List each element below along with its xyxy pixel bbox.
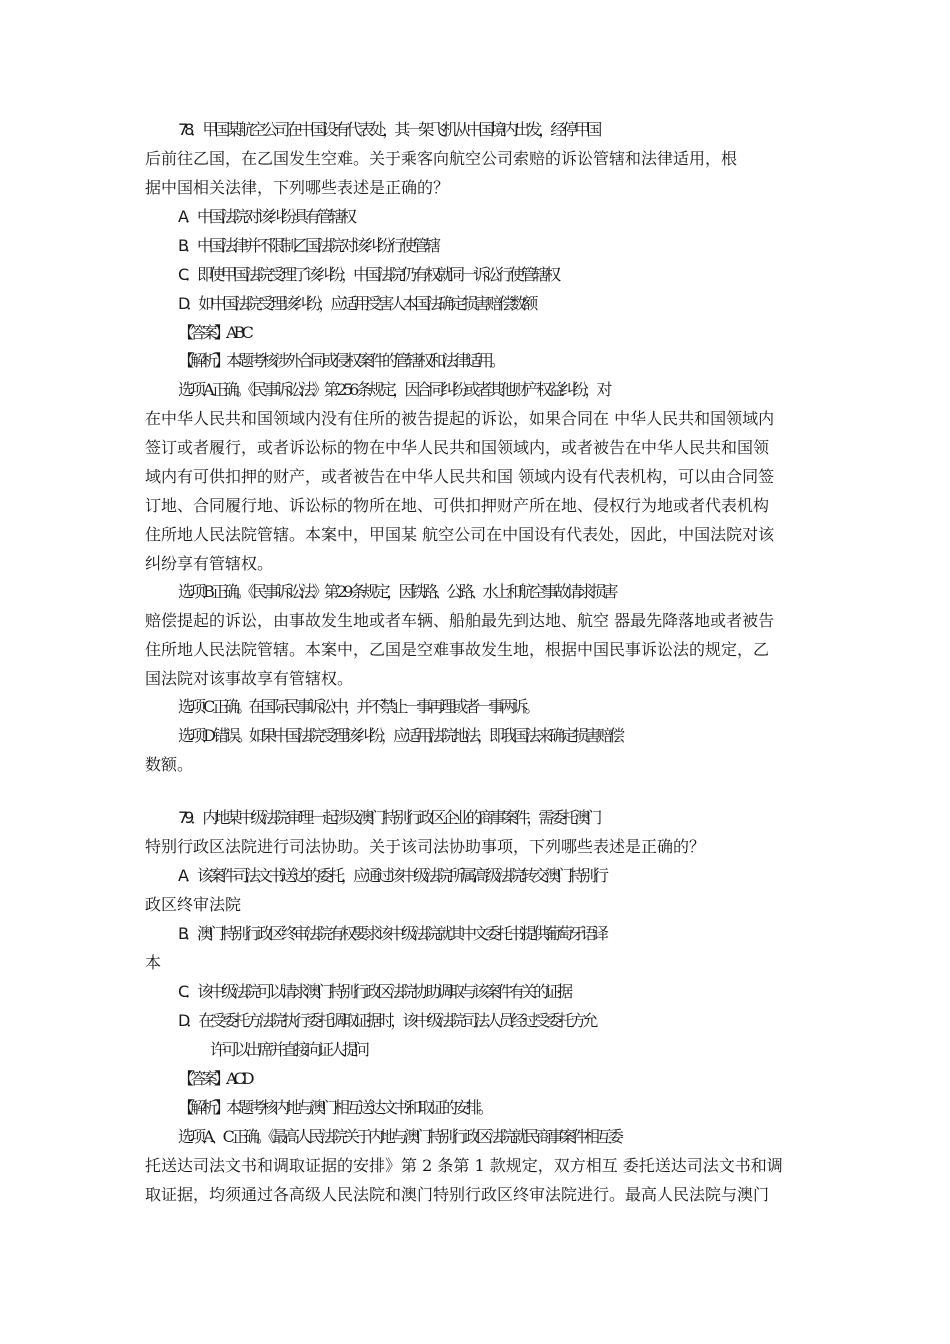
q78-analysis: 【解析】本题考核涉外合同或侵权案件的管辖权和法律适用。 [178, 351, 503, 370]
q79-stem-line-1: 79．内地某中级法院审理一起涉及澳门特别行政区企业的商事案件，需委托澳门 [178, 808, 599, 827]
q79-answer: 【答案】ACD [178, 1069, 251, 1088]
q79-option-d-line-1: D．在受委托方法院执行委托调取证据时，该中级法院司法人员经过受委托方允 [178, 1011, 595, 1030]
q78-stem-line-3: 据中国相关法律，下列哪些表述是正确的？ [145, 178, 450, 197]
q78-stem-line-2: 后前往乙国，在乙国发生空难。关于乘客向航空公司索赔的诉讼管辖和法律适用，根 [145, 149, 738, 168]
q78-para-a-line-5: 订地、合同履行地、诉讼标的物所在地、可供扣押财产所在地、侵权行为地或者代表机构 [145, 496, 770, 515]
q79-option-a-line-2: 政区终审法院 [145, 895, 242, 914]
q79-option-d-line-2: 许可以出席并直接向证人提问 [210, 1040, 367, 1059]
q79-option-b-line-2: 本 [145, 953, 162, 972]
q78-option-c: C．即使甲国法院受理了该纠纷，中国法院仍有权就同一诉讼行使管辖权 [178, 265, 558, 284]
q78-para-a-line-4: 域内有可供扣押的财产，或者被告在中华人民共和国 领域内设有代表机构，可以由合同签 [145, 467, 775, 486]
q78-para-a-line-1: 选项 A 正确。《民事诉讼法》第 256 条规定，因合同纠纷或者其他财产权益纠纷，对 [178, 380, 609, 399]
q79-para-ac-line-2: 托送达司法文书和调取证据的安排》第 2 条第 1 款规定，双方相互 委托送达司法文书和调 [145, 1156, 783, 1175]
q78-stem-line-1: 78．甲国某航空公司在中国设有代表处，其一架飞机从中国境内出发，经停甲国 [178, 120, 599, 139]
q78-para-b-line-2: 赔偿提起的诉讼，由事故发生地或者车辆、船舶最先到达地、航空 器最先降落地或者被告 [145, 611, 775, 630]
q79-analysis: 【解析】本题考核内地与澳门相互送达文书和取证的安排。 [178, 1098, 491, 1117]
q79-stem-line-2: 特别行政区法院进行司法协助。关于该司法协助事项，下列哪些表述是正确的？ [145, 837, 706, 856]
q78-para-b-line-1: 选项 B 正确。《民事诉讼法》第 29 条规定，因铁路、公路、水上和航空事故请求损害 [178, 582, 615, 601]
q78-answer: 【答案】ABC [178, 323, 250, 342]
q79-option-c: C．该中级法院可以请求澳门特别行政区法院协助调取与该案件有关的证据 [178, 982, 570, 1001]
q78-para-d-line-2: 数额。 [145, 755, 194, 774]
q78-para-a-line-7: 纠纷享有管辖权。 [145, 554, 274, 573]
q78-option-d: D．如中国法院受理该纠纷，应适用受害人本国法确定损害赔偿数额 [178, 294, 535, 313]
q79-option-b-line-1: B．澳门特别行政区终审法院有权要求该中级法院就其中文委托书提供葡萄牙语译 [178, 924, 605, 943]
q78-option-a: A．中国法院对该纠纷具有管辖权 [178, 207, 353, 226]
q79-option-a-line-1: A．该案件司法文书送达的委托，应通过该中级法院所属高级法院转交澳门特别行 [178, 866, 605, 885]
q78-para-c: 选项 C 正确。在国际民事诉讼中，并不禁止一事再理或者一事两诉。 [178, 697, 537, 716]
q79-para-ac-line-1: 选项 A、C 正确。《最高人民法院关于内地与澳门特别行政区法院就民商事案件相互委 [178, 1127, 620, 1146]
q78-para-b-line-4: 国法院对该事故享有管辖权。 [145, 669, 354, 688]
q78-para-b-line-3: 住所地人民法院管辖。本案中，乙国是空难事故发生地，根据中国民事诉讼法的规定，乙 [145, 640, 770, 659]
q78-para-a-line-2: 在中华人民共和国领域内没有住所的被告提起的诉讼，如果合同在 中华人民共和国领域内 [145, 409, 775, 428]
q78-option-b: B．中国法律并不限制乙国法院对该纠纷行使管辖 [178, 236, 437, 255]
q78-para-d-line-1: 选项 D 错误。如果中国法院受理该纠纷，应适用法院地法，即我国法来确定损害赔偿 [178, 726, 622, 745]
q78-para-a-line-3: 签订或者履行，或者诉讼标的物在中华人民共和国领域内，或者被告在中华人民共和国领 [145, 438, 770, 457]
q78-para-a-line-6: 住所地人民法院管辖。本案中，甲国某 航空公司在中国设有代表处，因此，中国法院对该 [145, 525, 775, 544]
q79-para-ac-line-3: 取证据，均须通过各高级人民法院和澳门特别行政区终审法院进行。最高人民法院与澳门 [145, 1185, 770, 1204]
